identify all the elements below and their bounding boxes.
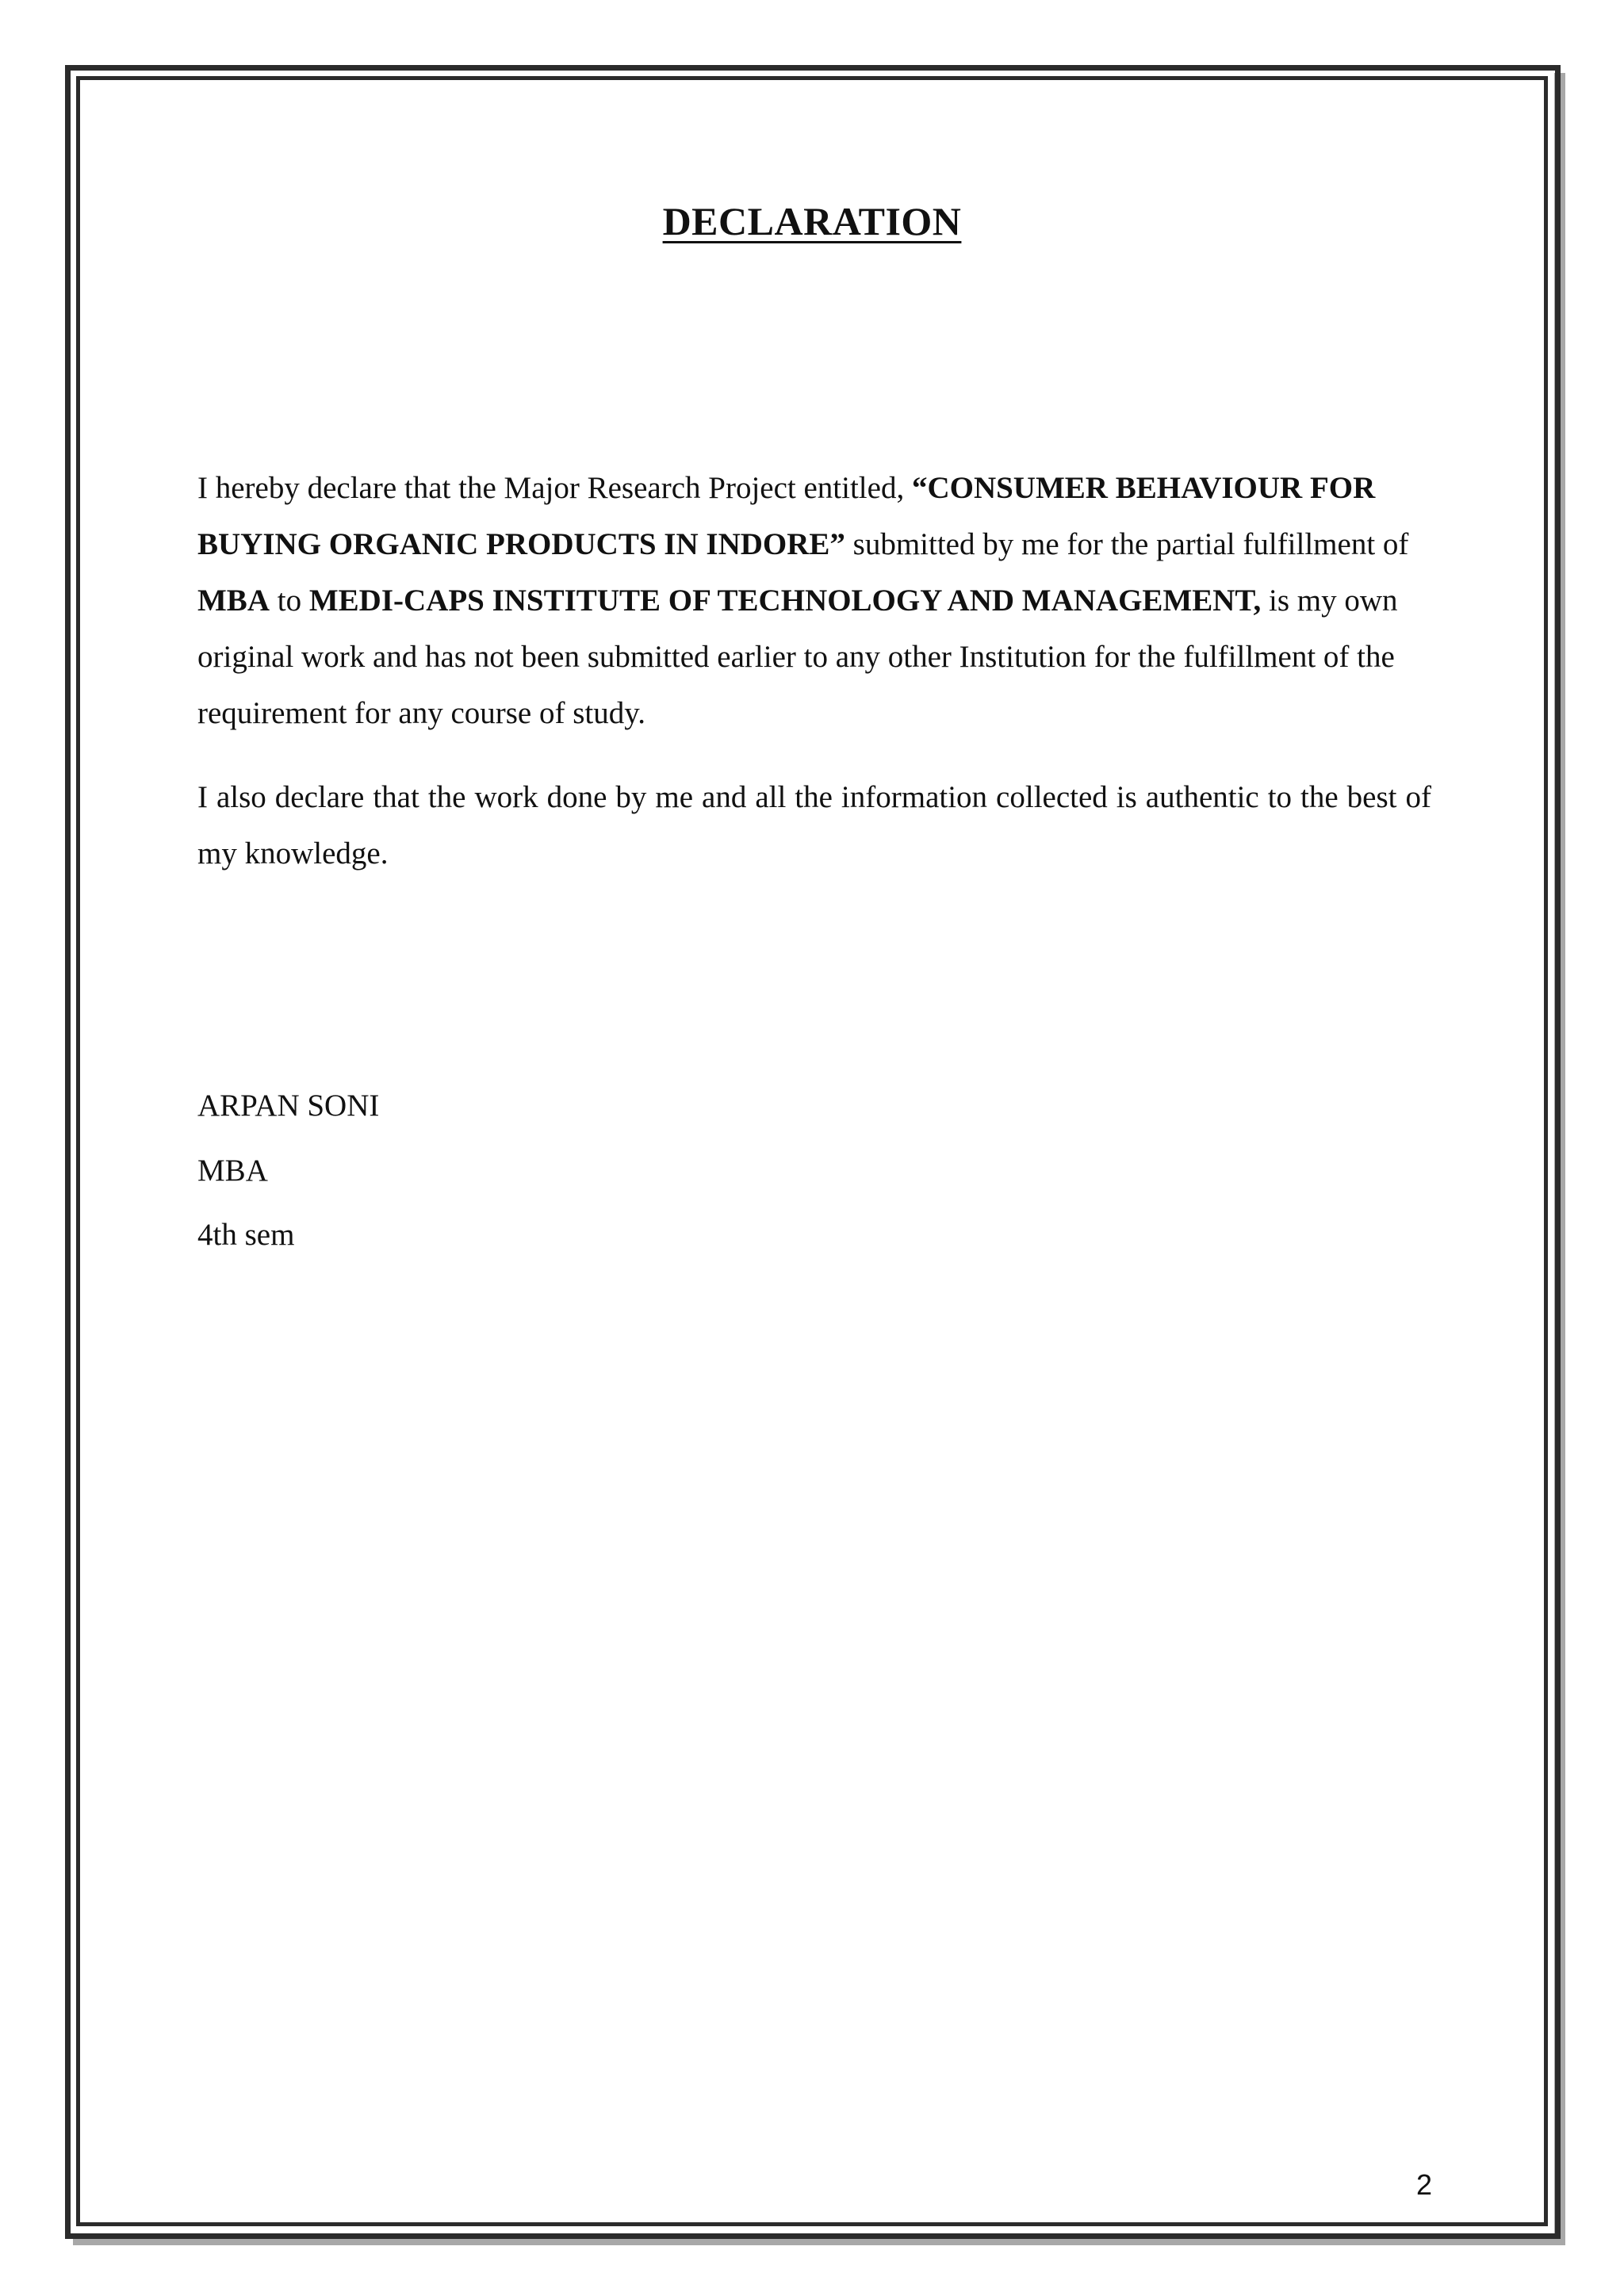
page-border-inner (76, 76, 1548, 2226)
paragraph-text-2: submitted by me for the partial fulfillment of (845, 527, 1409, 561)
paragraph-text-3: to (270, 584, 309, 618)
institute-name: MEDI-CAPS INSTITUTE OF TECHNOLOGY AND MANAGEMENT, (308, 584, 1262, 618)
signatory-degree: MBA (197, 1154, 268, 1188)
page-number: 2 (1416, 2168, 1433, 2201)
authenticity-paragraph: I also declare that the work done by me and all the information collected is authentic to the best of my knowledge. (197, 780, 1431, 871)
paragraph-text-1: I hereby declare that the Major Research Project entitled, (197, 471, 912, 505)
paragraph-text-4: is my own original work and has not been submitted earlier to any other Institution for the fulfillment of the requirement for any course of study. (197, 584, 1398, 730)
signatory-semester: 4th sem (197, 1218, 295, 1252)
degree-name: MBA (197, 584, 270, 618)
signatory-name: ARPAN SONI (197, 1089, 380, 1123)
declaration-paragraph (197, 460, 1431, 741)
page-title: DECLARATION (662, 199, 962, 243)
project-title: “CONSUMER BEHAVIOUR FOR BUYING ORGANIC PRODUCTS IN INDORE” (197, 471, 1376, 561)
